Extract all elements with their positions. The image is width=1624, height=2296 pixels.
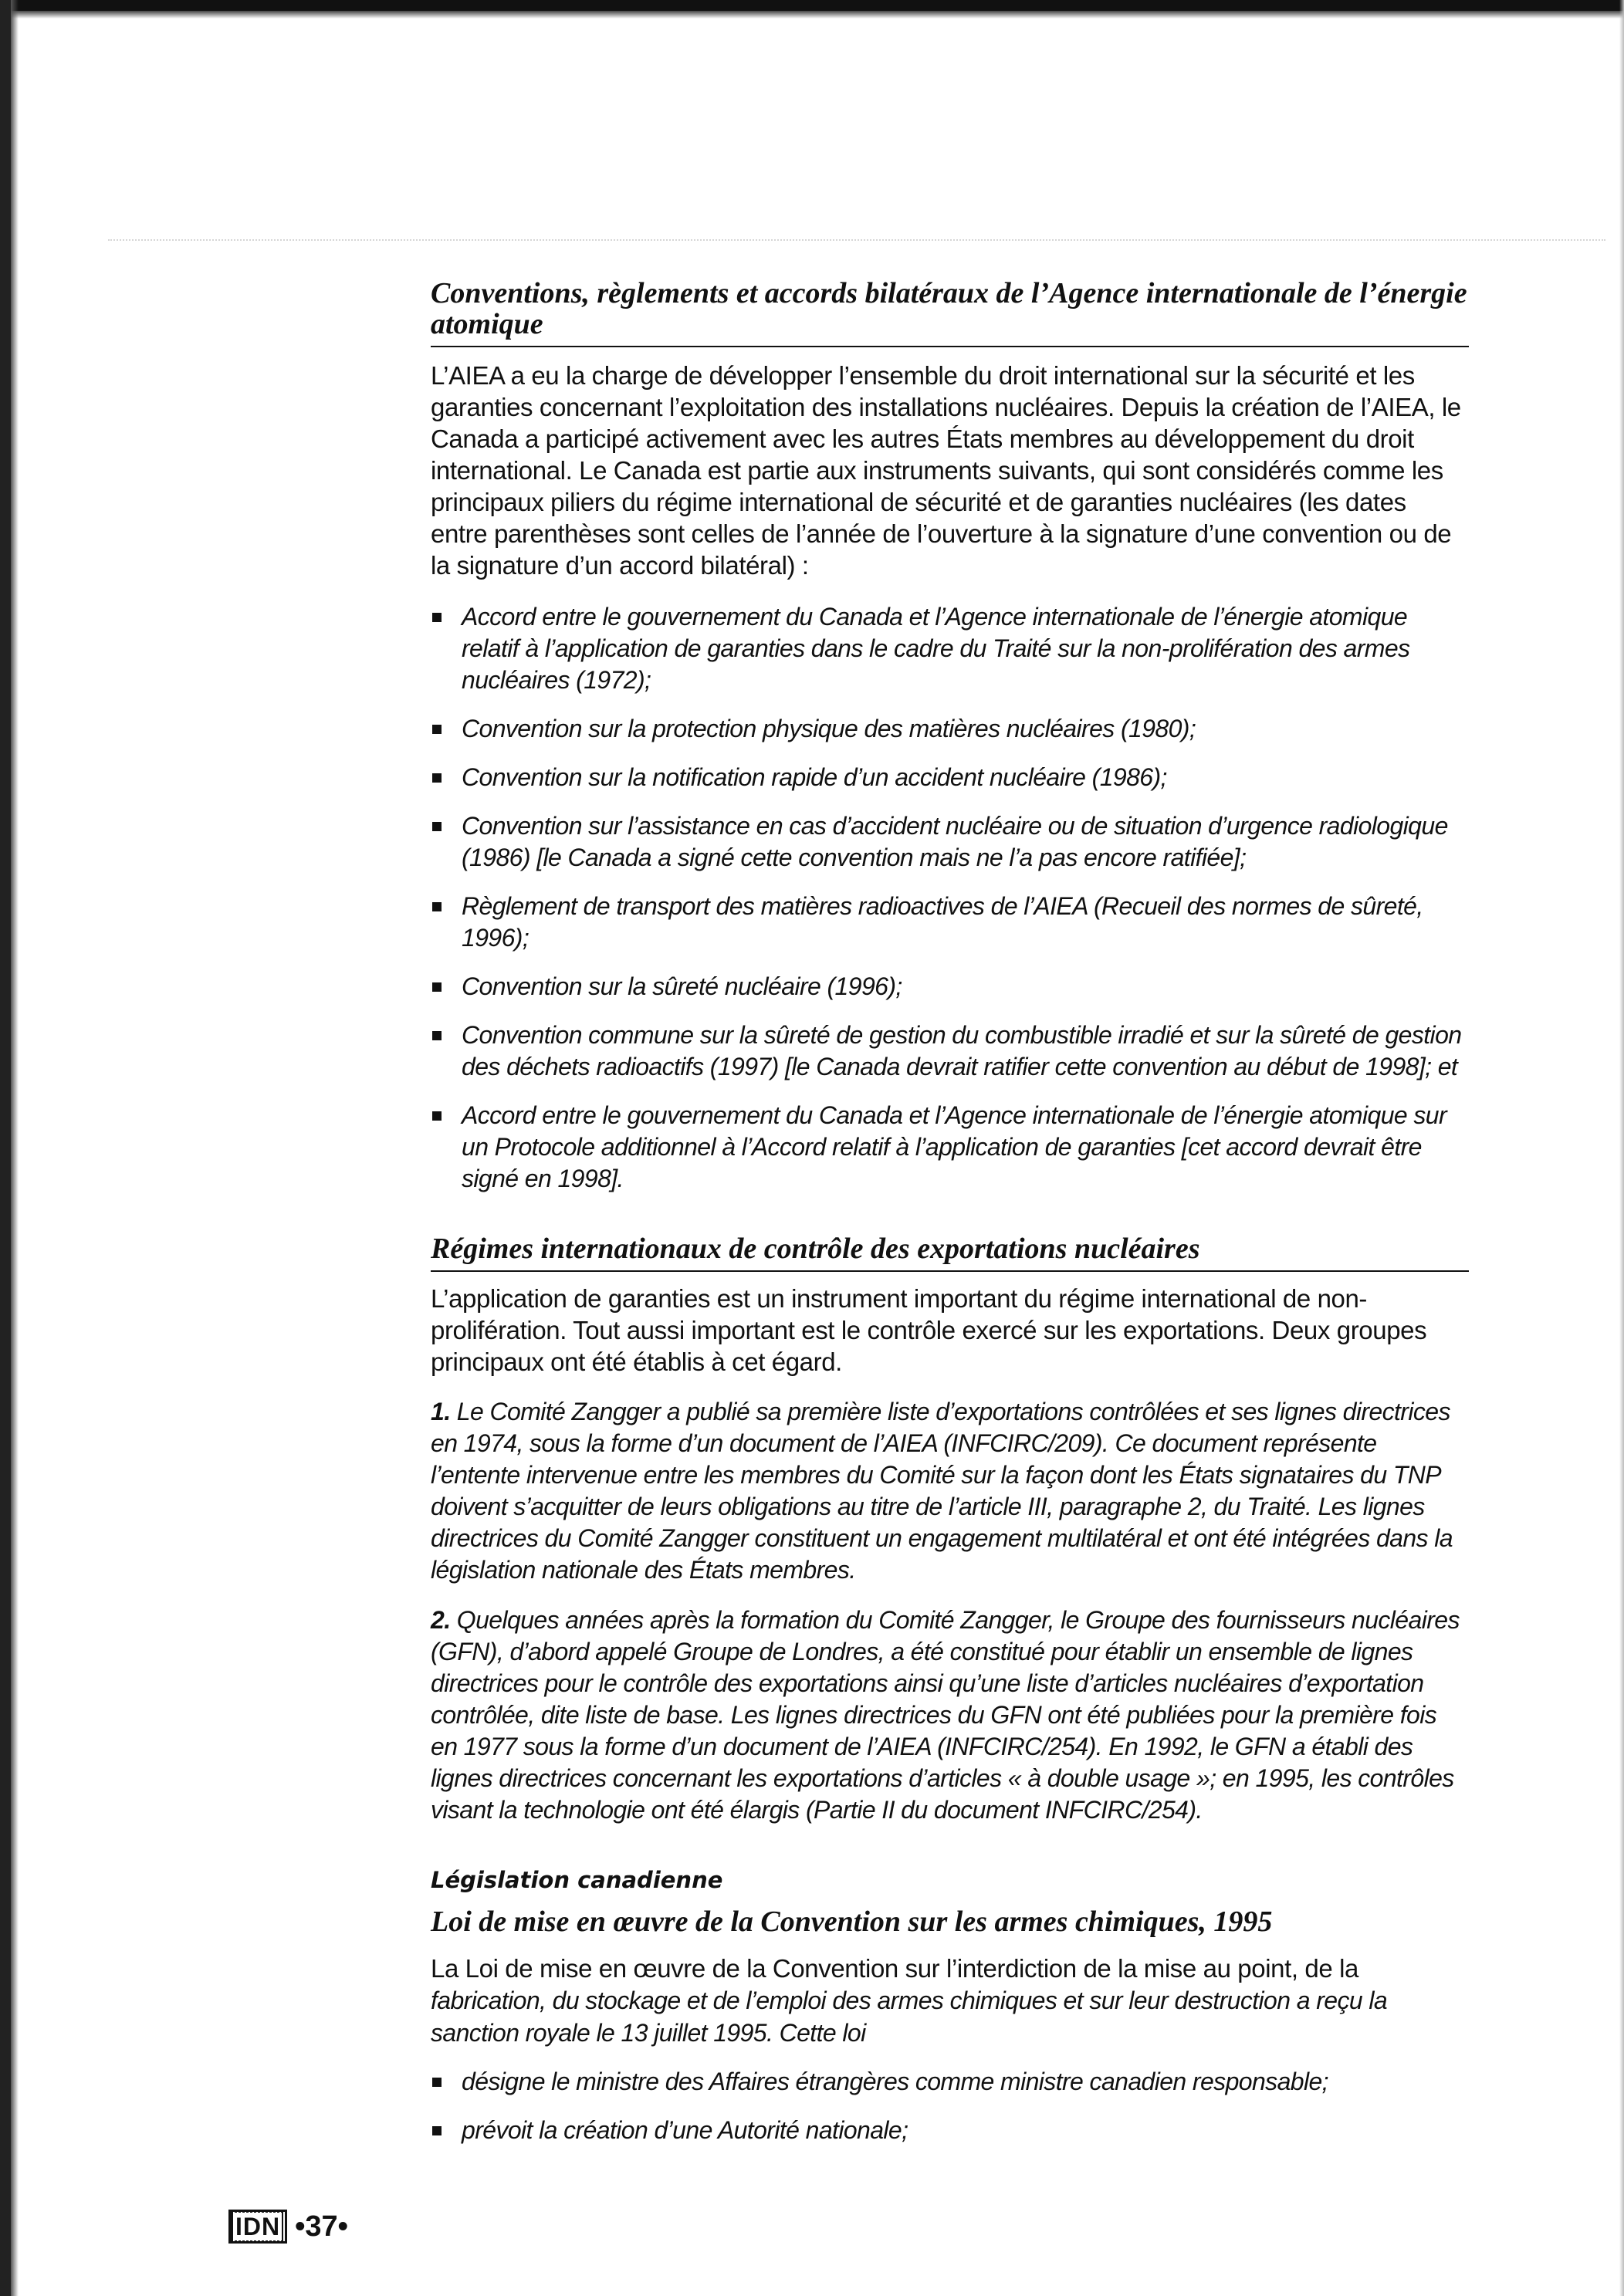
bullet-icon — [432, 2126, 442, 2135]
list-item-text: Convention sur la sûreté nucléaire (1996); — [462, 972, 902, 1000]
paragraph-chemical-weapons — [431, 1953, 1469, 2049]
paragraph-plain-text: La Loi de mise en œuvre de la Convention sur l’interdiction de la mise au point, de la — [431, 1954, 1358, 1983]
bullet-icon — [432, 773, 442, 783]
scan-top-shadow — [0, 11, 1624, 19]
list-item-text: Règlement de transport des matières radioactives de l’AIEA (Recueil des normes de sûreté, 1996); — [462, 892, 1423, 952]
list-item — [431, 971, 1469, 1003]
scan-artifact-line — [108, 239, 1605, 241]
page-footer — [228, 2210, 348, 2244]
list-item-text: Convention commune sur la sûreté de gestion du combustible irradié et sur la sûreté de gestion des déchets radioactifs (1997) [le Canada devrait ratifier cette convention au début de 1998]; et — [462, 1021, 1462, 1080]
instrument-list — [431, 601, 1469, 1195]
point-text: Quelques années après la formation du Comité Zangger, le Groupe des fournisseurs nucléaires (GFN), d’abord appelé Groupe de Londres, a été constitué pour établir un ensemble de lignes directrices pour le contrôle des exportations ainsi qu’une liste d’articles nucléaires d’exportation contrôlée, dite liste de base. Les lignes directrices du GFN ont été publiées pour la première fois en 1977 sous la forme d’un document de l’AIEA (INFCIRC/254). En 1992, le GFN a établi des lignes directrices concernant les exportations d’articles « à double usage »; en 1995, les contrôles visant la technologie ont été élargis (Partie II du document INFCIRC/254). — [431, 1606, 1460, 1824]
idn-logo — [228, 2210, 287, 2244]
bullet-icon — [432, 902, 442, 911]
scan-right-edge — [1619, 0, 1624, 2296]
paragraph-export-intro: L’application de garanties est un instrument important du régime international de non-prolifération. Tout aussi important est le contrôle exercé sur les exportations. Deux groupes principaux ont été établis à cet égard. — [431, 1284, 1427, 1376]
section-label-legislation: Législation canadienne — [431, 1867, 723, 1893]
logo-text: IDN — [235, 2213, 281, 2240]
bullet-icon — [432, 613, 442, 622]
list-item — [431, 1020, 1469, 1083]
section-heading-export-control: Régimes internationaux de contrôle des exportations nucléaires — [431, 1233, 1469, 1272]
paragraph-italic-text: fabrication, du stockage et de l’emploi des armes chimiques et sur leur destruction a reçu la sanction royale le 13 juillet 1995. Cette loi — [431, 1987, 1388, 2047]
point-text: Le Comité Zangger a publié sa première liste d’exportations contrôlées et ses lignes directrices en 1974, sous la forme d’un document de l’AIEA (INFCIRC/209). Ce document représente l’entente intervenue entre les membres du Comité sur la façon dont les États signataires du TNP doivent s’acquitter de leurs obligations au titre de l’article III, paragraphe 2, du Traité. Les lignes directrices du Comité Zangger constituent un engagement multilatéral et ont été intégrées dans la législation nationale des États membres. — [431, 1398, 1453, 1584]
section-heading-aiea: Conventions, règlements et accords bilatéraux de l’Agence internationale de l’énergie atomique — [431, 278, 1469, 347]
paragraph-gfn — [431, 1604, 1469, 1826]
bullet-icon — [432, 822, 442, 831]
bullet-icon — [432, 982, 442, 992]
bullet-icon — [432, 1031, 442, 1040]
list-item — [431, 1100, 1469, 1195]
list-item-text: prévoit la création d’une Autorité nationale; — [462, 2116, 908, 2144]
bullet-icon — [432, 1111, 442, 1121]
page-content — [431, 278, 1469, 2146]
law-provisions-list — [431, 2066, 1469, 2146]
list-item-text: Accord entre le gouvernement du Canada et l’Agence internationale de l’énergie atomique sur un Protocole additionnel à l’Accord relatif à l’application de garanties [cet accord devrait être signé en 1998]. — [462, 1101, 1447, 1192]
point-number: 2. — [431, 1606, 451, 1634]
list-item — [431, 713, 1469, 745]
list-item — [431, 2115, 1469, 2146]
list-item — [431, 601, 1469, 696]
scan-left-shadow — [11, 0, 19, 2296]
list-item-text: Convention sur la protection physique des matières nucléaires (1980); — [462, 715, 1196, 742]
scan-top-border — [0, 0, 1624, 11]
scan-left-edge — [0, 0, 11, 2296]
page-number: •37• — [295, 2210, 348, 2243]
list-item — [431, 762, 1469, 793]
section-heading-chemical-weapons: Loi de mise en œuvre de la Convention sur les armes chimiques, 1995 — [431, 1905, 1273, 1938]
list-item-text: Accord entre le gouvernement du Canada et l’Agence internationale de l’énergie atomique relatif à l’application de garanties dans le cadre du Traité sur la non-prolifération des armes nucléaires (1972); — [462, 603, 1410, 694]
paragraph-aiea-intro: L’AIEA a eu la charge de développer l’ensemble du droit international sur la sécurité et les garanties concernant l’exploitation des installations nucléaires. Depuis la création de l’AIEA, le Canada a participé activement avec les autres États membres au développement du droit international. Le Canada est partie aux instruments suivants, qui sont considérés comme les principaux piliers du régime international de sécurité et de garanties nucléaires (les dates entre parenthèses sont celles de l’année de l’ouverture à la signature d’une convention ou de la signature d’un accord bilatéral) : — [431, 361, 1461, 580]
list-item — [431, 810, 1469, 874]
list-item — [431, 2066, 1469, 2098]
point-number: 1. — [431, 1398, 451, 1425]
list-item-text: Convention sur l’assistance en cas d’accident nucléaire ou de situation d’urgence radiologique (1986) [le Canada a signé cette convention mais ne l’a pas encore ratifiée]; — [462, 812, 1448, 871]
list-item-text: Convention sur la notification rapide d’un accident nucléaire (1986); — [462, 763, 1167, 791]
paragraph-zangger — [431, 1396, 1469, 1586]
list-item — [431, 891, 1469, 954]
list-item-text: désigne le ministre des Affaires étrangères comme ministre canadien responsable; — [462, 2068, 1328, 2095]
bullet-icon — [432, 725, 442, 734]
bullet-icon — [432, 2078, 442, 2087]
